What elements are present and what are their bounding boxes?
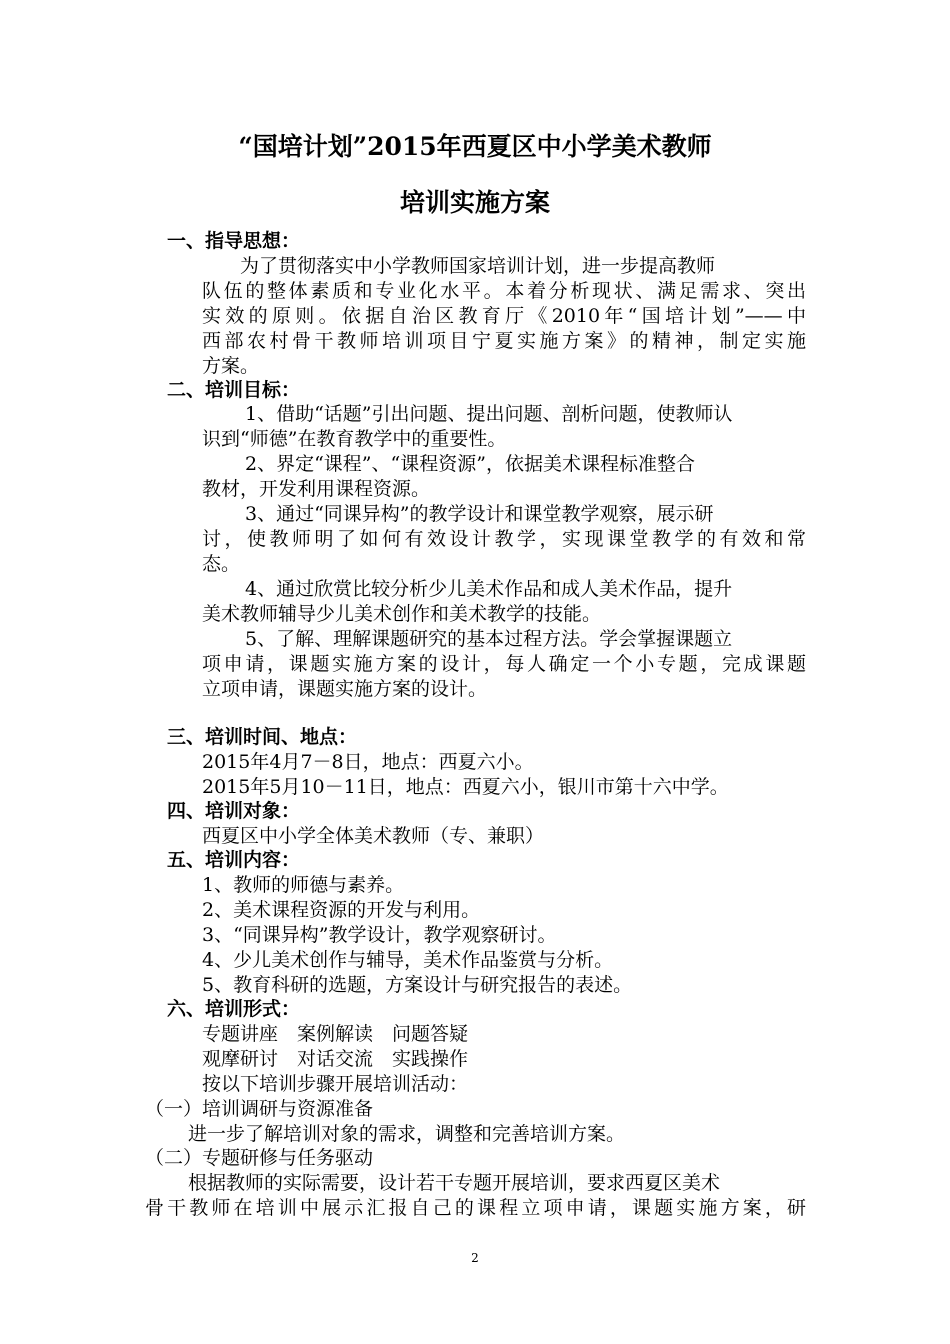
step-title: （一）培训调研与资源准备 — [145, 1098, 374, 1120]
step-text: 骨干教师在培训中展示汇报自己的课程立项申请，课题实施方案，研 — [145, 1197, 806, 1219]
goal-line: 讨，使教师明了如何有效设计教学，实现课堂教学的有效和常 — [202, 528, 806, 550]
step-title: （二）专题研修与任务驱动 — [145, 1147, 374, 1169]
schedule-line: 2015年4月7－8日，地点：西夏六小。 — [202, 751, 534, 773]
goal-line: 4、通过欣赏比较分析少儿美术作品和成人美术作品，提升 — [245, 578, 733, 600]
page-number: 2 — [471, 1251, 479, 1265]
paragraph-line: 实效的原则。依据自治区教育厅《2010年“国培计划”——中 — [202, 305, 806, 327]
format-line: 专题讲座 案例解读 问题答疑 — [202, 1023, 469, 1045]
paragraph-line: 西部农村骨干教师培训项目宁夏实施方案》的精神，制定实施 — [202, 330, 806, 352]
paragraph-line: 为了贯彻落实中小学教师国家培训计划，进一步提高教师 — [240, 255, 716, 277]
content-item: 2、美术课程资源的开发与利用。 — [202, 899, 481, 921]
step-text: 根据教师的实际需要，设计若干专题开展培训，要求西夏区美术 — [188, 1172, 721, 1194]
section-heading-guiding-thought: 一、指导思想： — [167, 230, 301, 252]
goal-line: 立项申请，课题实施方案的设计。 — [202, 678, 488, 700]
content-item: 5、教育科研的选题，方案设计与研究报告的表述。 — [202, 974, 633, 996]
step-text: 进一步了解培训对象的需求，调整和完善培训方案。 — [188, 1123, 626, 1145]
goal-line: 5、了解、理解课题研究的基本过程方法。学会掌握课题立 — [245, 628, 733, 650]
section-heading-audience: 四、培训对象： — [167, 800, 301, 822]
content-item: 3、“同课异构”教学设计，教学观察研讨。 — [202, 924, 557, 946]
content-item: 1、教师的师德与素养。 — [202, 874, 405, 896]
goal-line: 项申请，课题实施方案的设计，每人确定一个小专题，完成课题 — [202, 653, 806, 675]
section-heading-training-goals: 二、培训目标： — [167, 379, 301, 401]
content-item: 4、少儿美术创作与辅导，美术作品鉴赏与分析。 — [202, 949, 614, 971]
section-heading-format: 六、培训形式： — [167, 998, 301, 1020]
document-title-line1: “国培计划”2015年西夏区中小学美术教师 — [238, 132, 712, 161]
goal-line: 3、通过“同课异构”的教学设计和课堂教学观察，展示研 — [245, 503, 714, 525]
section-heading-time-place: 三、培训时间、地点： — [167, 726, 358, 748]
goal-line: 1、借助“话题”引出问题、提出问题、剖析问题，使教师认 — [245, 403, 733, 425]
paragraph-line: 方案。 — [202, 355, 260, 377]
audience-line: 西夏区中小学全体美术教师（专、兼职） — [202, 825, 545, 847]
goal-line: 态。 — [202, 553, 241, 575]
format-line: 按以下培训步骤开展培训活动： — [202, 1073, 469, 1095]
goal-line: 教材，开发利用课程资源。 — [202, 478, 431, 500]
format-line: 观摩研讨 对话交流 实践操作 — [202, 1048, 469, 1070]
paragraph-line: 队伍的整体素质和专业化水平。本着分析现状、满足需求、突出 — [202, 280, 806, 302]
goal-line: 2、界定“课程”、“课程资源”，依据美术课程标准整合 — [245, 453, 695, 475]
goal-line: 识到“师德”在教育教学中的重要性。 — [202, 428, 507, 450]
schedule-line: 2015年5月10－11日，地点：西夏六小，银川市第十六中学。 — [202, 776, 729, 798]
document-title-line2: 培训实施方案 — [399, 188, 550, 217]
section-heading-content: 五、培训内容： — [167, 849, 301, 871]
goal-line: 美术教师辅导少儿美术创作和美术教学的技能。 — [202, 603, 602, 625]
